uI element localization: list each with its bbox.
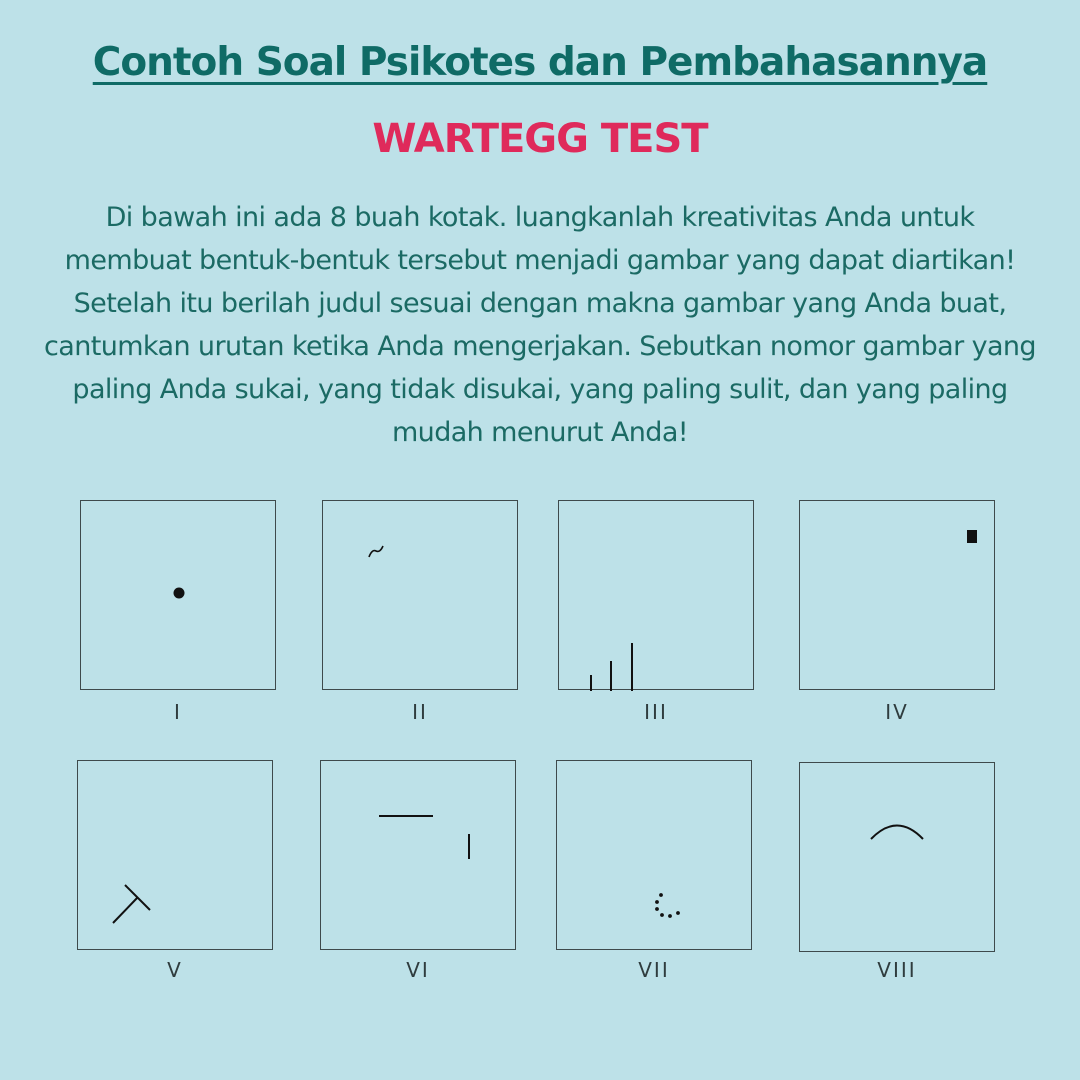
drawing-box-6[interactable] — [320, 760, 516, 950]
wavy-line-stimulus — [369, 546, 383, 557]
drawing-box-3[interactable] — [558, 500, 754, 690]
drawing-box-5[interactable] — [77, 760, 273, 950]
box-label-1: I — [174, 700, 182, 724]
test-name: WARTEGG TEST — [372, 116, 708, 162]
box-label-5: V — [167, 958, 183, 982]
drawing-box-1[interactable] — [80, 500, 276, 690]
drawing-box-2[interactable] — [322, 500, 518, 690]
dot-stimulus — [174, 588, 185, 599]
drawing-box-4[interactable] — [799, 500, 995, 690]
arc-stimulus — [871, 826, 923, 840]
t-shape-stimulus — [113, 885, 150, 923]
dotted-arc-stimulus — [655, 893, 680, 918]
box-label-4: IV — [885, 700, 909, 724]
box-label-6: VI — [406, 958, 430, 982]
drawing-box-7[interactable] — [556, 760, 752, 950]
drawing-box-8[interactable] — [799, 762, 995, 952]
black-square-stimulus — [967, 530, 977, 543]
box-label-2: II — [412, 700, 428, 724]
box-label-7: VII — [638, 958, 670, 982]
two-lines-stimulus — [379, 816, 469, 859]
instructions-text: Di bawah ini ada 8 buah kotak. luangkanlah kreativitas Anda untuk membuat bentuk-bentuk tersebut menjadi gambar yang dapat diartikan! Setelah itu berilah judul sesuai dengan makna gambar yang Anda buat, cantumkan urutan ketika Anda mengerjakan. Sebutkan nomor gambar yang paling Anda sukai, yang tidak disukai, yang paling sulit, dan yang paling mudah menurut Anda! — [44, 202, 1036, 448]
box-label-8: VIII — [877, 958, 917, 982]
page-title: Contoh Soal Psikotes dan Pembahasannya — [92, 40, 988, 85]
three-lines-stimulus — [591, 643, 632, 691]
box-label-3: III — [644, 700, 668, 724]
